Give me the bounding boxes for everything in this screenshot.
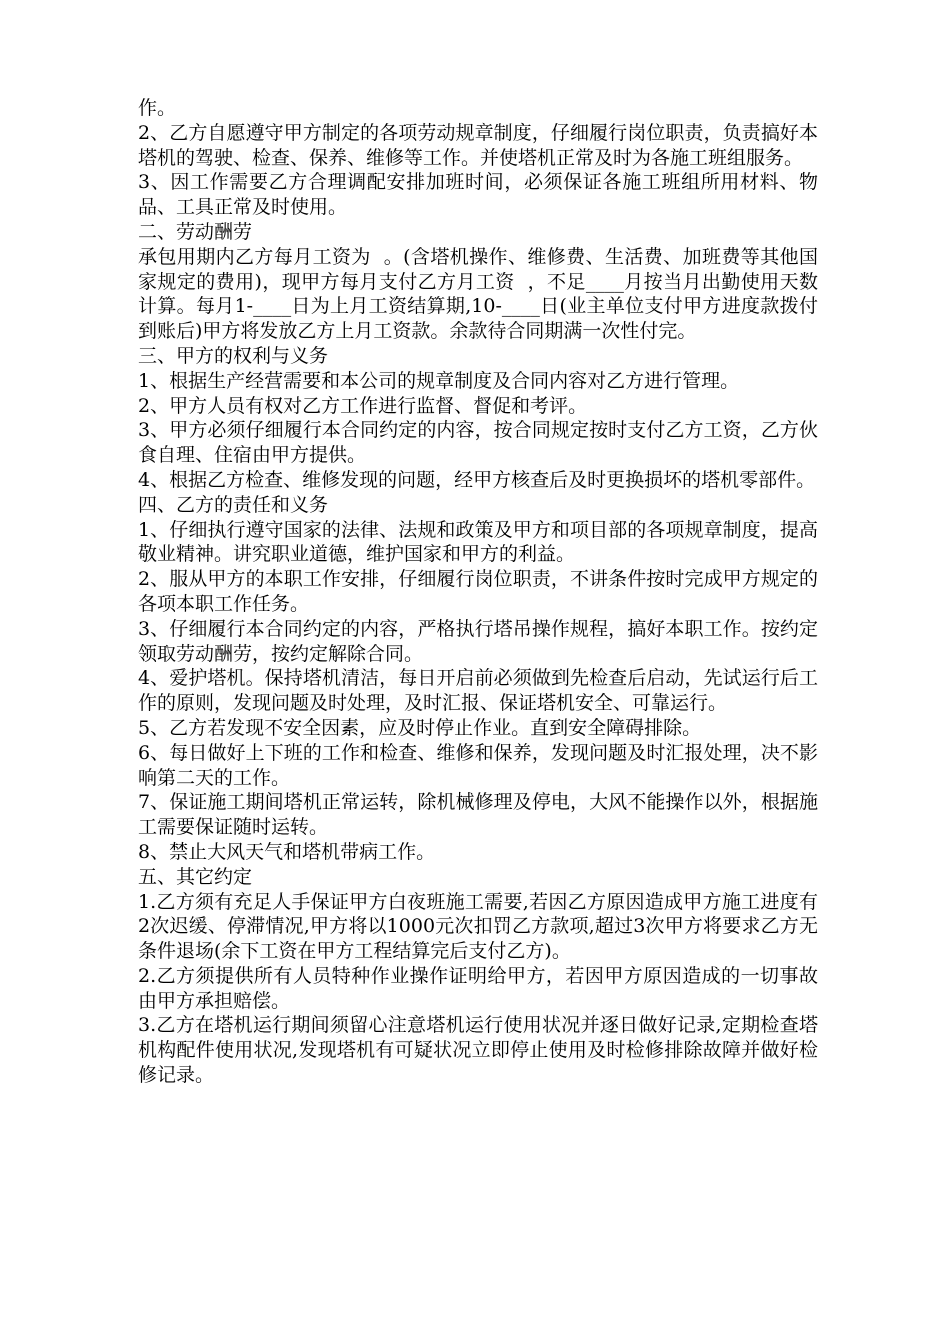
paragraph-item: 1、根据生产经营需要和本公司的规章制度及合同内容对乙方进行管理。 (138, 369, 740, 392)
paragraph-item: 7、保证施工期间塔机正常运转，除机械修理及停电，大风不能操作以外，根据施工需要保证随时运转。 (138, 791, 818, 839)
paragraph-item: 4、根据乙方检查、维修发现的问题，经甲方核查后及时更换损坏的塔机零部件。 (138, 468, 816, 491)
paragraph-item: 6、每日做好上下班的工作和检查、维修和保养，发现问题及时汇报处理，决不影响第二天的工作。 (138, 741, 818, 789)
paragraph-item: 1、仔细执行遵守国家的法律、法规和政策及甲方和项目部的各项规章制度，提高敬业精神。讲究职业道德，维护国家和甲方的利益。 (138, 518, 818, 566)
paragraph-wage-terms: 承包用期内乙方每月工资为 。(含塔机操作、维修费、生活费、加班费等其他国家规定的费用)，现甲方每月支付乙方月工资 ，不足____月按当月出勤使用天数计算。每月1-____日为上月工资结算期,10-____日(业主单位支付甲方进度款拨付到账后)甲方将发放乙方上月工资款。余款待合同期满一次性付完。 (138, 245, 818, 343)
section-heading-other-terms: 五、其它约定 (138, 865, 253, 888)
paragraph-item: 3、仔细履行本合同约定的内容，严格执行塔吊操作规程，搞好本职工作。按约定领取劳动酬劳，按约定解除合同。 (138, 617, 818, 665)
paragraph-item: 4、爱护塔机。保持塔机清洁，每日开启前必须做到先检查后启动，先试运行后工作的原则，发现问题及时处理，及时汇报、保证塔机安全、可靠运行。 (138, 667, 818, 715)
paragraph-item: 2、乙方自愿遵守甲方制定的各项劳动规章制度，仔细履行岗位职责，负责搞好本塔机的驾驶、检查、保养、维修等工作。并使塔机正常及时为各施工班组服务。 (138, 121, 818, 169)
paragraph-item: 3、因工作需要乙方合理调配安排加班时间，必须保证各施工班组所用材料、物品、工具正常及时使用。 (138, 171, 818, 219)
document-page (138, 96, 818, 1088)
paragraph-item: 2、服从甲方的本职工作安排，仔细履行岗位职责，不讲条件按时完成甲方规定的各项本职工作任务。 (138, 568, 818, 615)
paragraph-item: 2.乙方须提供所有人员特种作业操作证明给甲方，若因甲方原因造成的一切事故由甲方承担赔偿。 (138, 964, 818, 1012)
paragraph-item: 2、甲方人员有权对乙方工作进行监督、督促和考评。 (138, 394, 588, 417)
section-heading-party-b-duties: 四、乙方的责任和义务 (138, 493, 329, 516)
paragraph-continuation: 作。 (138, 97, 177, 119)
paragraph-item: 3.乙方在塔机运行期间须留心注意塔机运行使用状况并逐日做好记录,定期检查塔机构配件使用状况,发现塔机有可疑状况立即停止使用及时检修排除故障并做好检修记录。 (138, 1014, 818, 1087)
paragraph-item: 8、禁止大风天气和塔机带病工作。 (138, 840, 436, 863)
section-heading-party-a-rights: 三、甲方的权利与义务 (138, 344, 329, 367)
paragraph-item: 1.乙方须有充足人手保证甲方白夜班施工需要,若因乙方原因造成甲方施工进度有2次迟缓、停滞情况,甲方将以1000元次扣罚乙方款项,超过3次甲方将要求乙方无条件退场(余下工资在甲方工程结算完后支付乙方)。 (138, 890, 818, 963)
paragraph-item: 5、乙方若发现不安全因素，应及时停止作业。直到安全障碍排除。 (138, 716, 702, 739)
section-heading-remuneration: 二、劳动酬劳 (138, 220, 253, 243)
paragraph-item: 3、甲方必须仔细履行本合同约定的内容，按合同规定按时支付乙方工资，乙方伙食自理、住宿由甲方提供。 (138, 419, 818, 467)
